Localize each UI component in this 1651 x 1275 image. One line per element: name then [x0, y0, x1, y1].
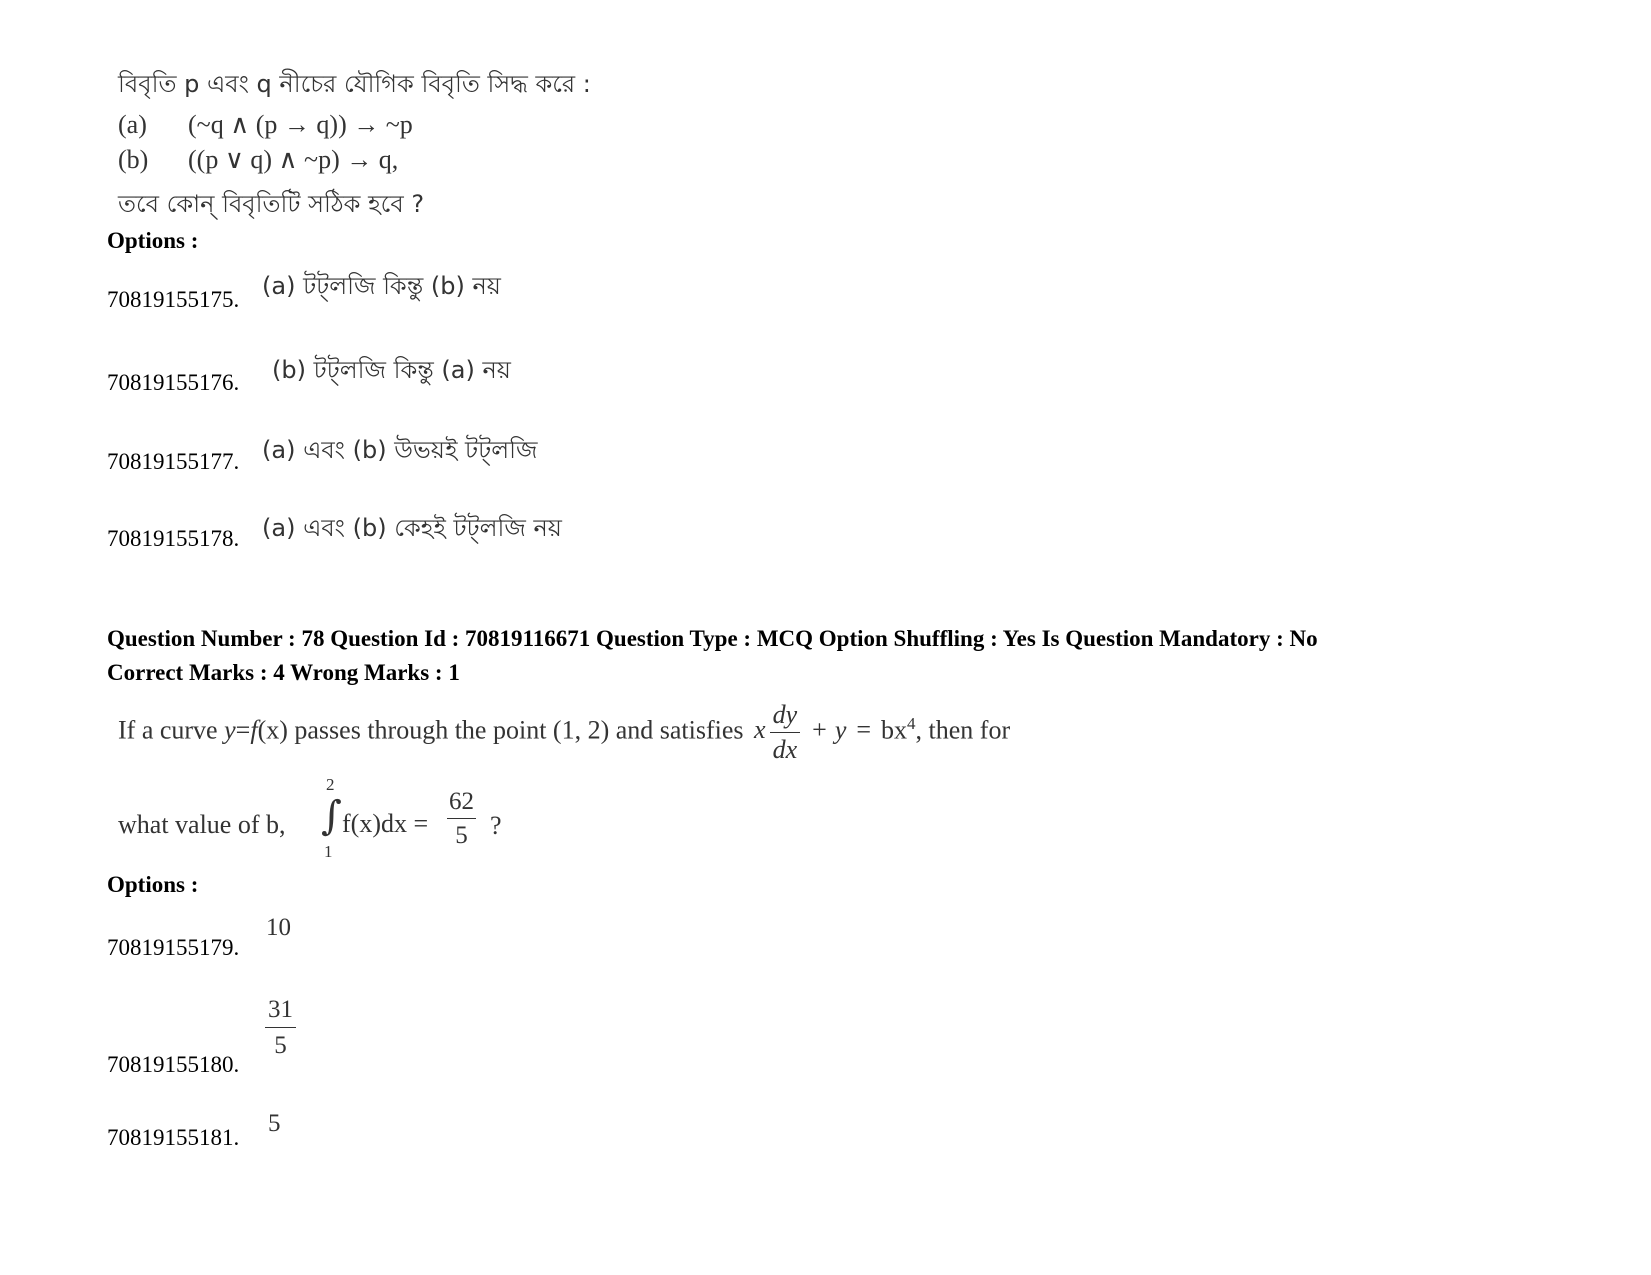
stem-plus: +: [812, 715, 827, 745]
q78-options-label: Options :: [107, 872, 199, 897]
statement-a-tag: (a): [118, 110, 147, 139]
q77-options-label: Options :: [107, 228, 199, 253]
stem-var-y: y: [224, 715, 236, 745]
result-denominator: 5: [455, 822, 468, 849]
stem-x-paren: (x): [257, 715, 288, 745]
fraction-numerator: dy: [770, 700, 801, 733]
q78-stem-line1: [118, 700, 1010, 765]
integral-sign: ∫: [321, 793, 342, 839]
q77-stem-question: তবে কোন্ বিবৃতিটি সঠিক হবে ?: [118, 190, 425, 218]
option-id: 70819155176.: [107, 370, 240, 395]
q77-statement-b: [118, 145, 398, 175]
option-id: 70819155175.: [107, 287, 240, 312]
option-id: 70819155181.: [107, 1125, 240, 1150]
stem-bx: bx: [881, 715, 908, 745]
stem-text-2: passes through the point (1, 2) and satisfies: [287, 715, 751, 745]
stem-text-3: , then for: [915, 715, 1011, 745]
integral-body: f(x)dx =: [342, 809, 429, 838]
fraction-denominator: dx: [772, 735, 798, 764]
question-mark: ?: [490, 811, 502, 840]
integral-result-fraction: [447, 788, 476, 850]
stem-eq2: =: [856, 715, 872, 745]
option-text: (a) এবং (b) কেহই টট্‌লজি নয়: [262, 514, 562, 542]
option-denominator: 5: [274, 1032, 287, 1059]
derivative-fraction: [770, 700, 801, 765]
statement-b-expr: ((p ∨ q) ∧ ~p) → q,: [188, 145, 399, 174]
stem-var-f: f: [250, 715, 258, 745]
stem-power: 4: [907, 713, 916, 733]
q77-stem-intro: বিবৃতি p এবং q নীচের যৌগিক বিবৃতি সিদ্ধ করে :: [118, 70, 591, 98]
option-text: (b) টট্‌লজি কিন্তু (a) নয়: [272, 356, 511, 384]
statement-a-expr: (~q ∧ (p → q)) → ~p: [188, 110, 413, 139]
q78-header-marks: Correct Marks : 4 Wrong Marks : 1: [107, 660, 460, 685]
result-numerator: 62: [447, 788, 476, 819]
option-text: (a) টট্‌লজি কিন্তু (b) নয়: [262, 272, 501, 300]
option-id: 70819155177.: [107, 449, 240, 474]
q77-statement-a: [118, 110, 413, 140]
integral-lower-limit: 1: [324, 842, 333, 861]
option-id: 70819155178.: [107, 526, 240, 551]
option-value: 5: [268, 1110, 281, 1137]
option-value: 10: [266, 914, 291, 941]
option-id: 70819155180.: [107, 1052, 240, 1077]
option-fraction: [265, 996, 296, 1060]
statement-b-tag: (b): [118, 145, 149, 174]
stem-var-y2: y: [834, 715, 847, 745]
q78-stem-line2-text: what value of b,: [118, 810, 286, 839]
option-id: 70819155179.: [107, 935, 240, 960]
option-text: (a) এবং (b) উভয়ই টট্‌লজি: [262, 436, 538, 464]
option-numerator: 31: [265, 996, 296, 1028]
stem-text: If a curve: [118, 715, 225, 745]
stem-eq: =: [235, 715, 251, 745]
stem-var-x: x: [754, 715, 766, 745]
integral-upper-limit: 2: [326, 775, 335, 794]
q78-header-meta: Question Number : 78 Question Id : 70819116671 Question Type : MCQ Option Shuffling : Yes Is Question Mandatory : No: [107, 626, 1318, 651]
